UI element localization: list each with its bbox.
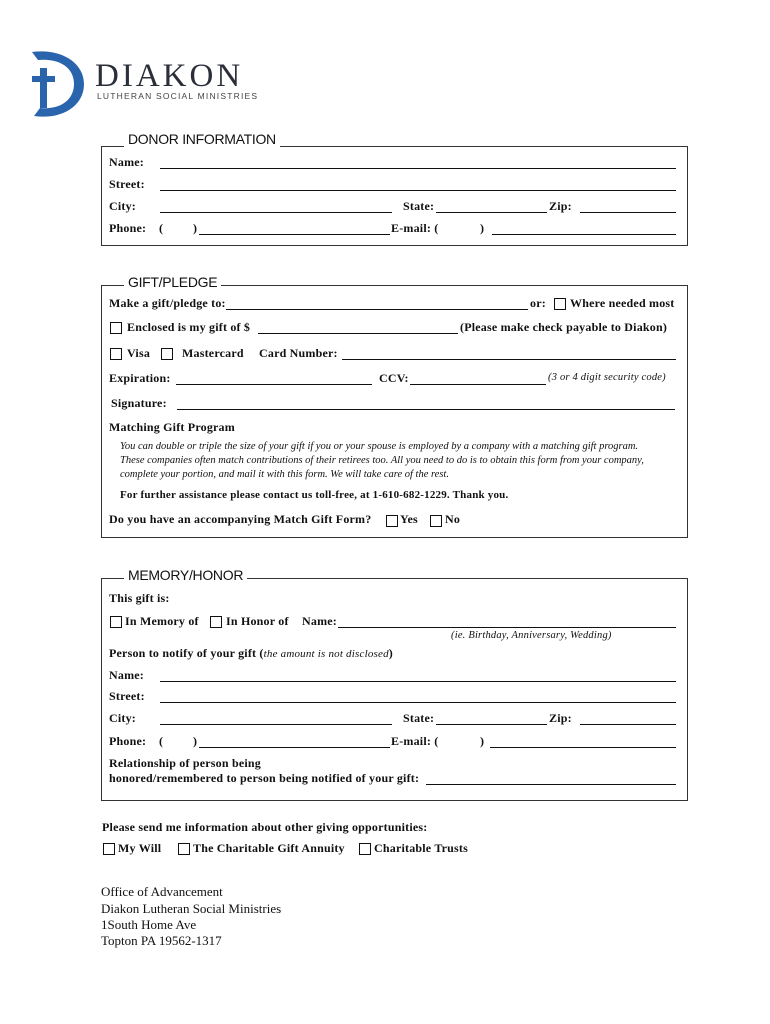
donor-name-label: Name: — [109, 155, 144, 169]
expiration-label: Expiration: — [109, 371, 171, 385]
donor-state-field[interactable] — [436, 198, 547, 213]
relationship-field[interactable] — [426, 770, 676, 785]
where-needed-label: Where needed most — [570, 296, 675, 310]
donor-phone-label: Phone: — [109, 221, 147, 235]
donor-email-label: E-mail: ( — [391, 221, 439, 235]
in-memory-label: In Memory of — [125, 614, 199, 628]
notify-city-label: City: — [109, 711, 136, 725]
notify-phone-label: Phone: — [109, 734, 147, 748]
notify-email-field[interactable] — [490, 733, 676, 748]
trusts-checkbox[interactable] — [359, 843, 371, 855]
donor-email-field[interactable] — [492, 220, 676, 235]
honoree-name-label: Name: — [302, 614, 337, 628]
donor-zip-field[interactable] — [580, 198, 676, 213]
annuity-label: The Charitable Gift Annuity — [193, 841, 345, 855]
annuity-checkbox[interactable] — [178, 843, 190, 855]
donor-name-field[interactable] — [160, 154, 676, 169]
footer-line-4: Topton PA 19562-1317 — [101, 933, 222, 948]
footer-line-3: 1South Home Ave — [101, 917, 197, 932]
donor-street-field[interactable] — [160, 176, 676, 191]
diakon-logo-icon — [26, 46, 86, 120]
donor-city-field[interactable] — [160, 198, 392, 213]
in-memory-checkbox[interactable] — [110, 616, 122, 628]
trusts-label: Charitable Trusts — [374, 841, 468, 855]
expiration-field[interactable] — [176, 370, 372, 385]
donor-street-label: Street: — [109, 177, 145, 191]
visa-checkbox[interactable] — [110, 348, 122, 360]
notify-zip-field[interactable] — [580, 710, 676, 725]
this-gift-label: This gift is: — [109, 591, 170, 605]
donor-section-title: DONOR INFORMATION — [124, 131, 280, 147]
match-no-label: No — [445, 512, 461, 526]
my-will-label: My Will — [118, 841, 162, 855]
assistance-text: For further assistance please contact us toll-free, at 1-610-682-1229. Thank you. — [120, 489, 509, 501]
memory-section-title: MEMORY/HONOR — [124, 567, 247, 583]
footer-line-2: Diakon Lutheran Social Ministries — [101, 901, 282, 916]
signature-field[interactable] — [177, 395, 675, 410]
donor-email-paren-close: ) — [480, 221, 485, 235]
matching-title: Matching Gift Program — [109, 420, 235, 434]
notify-zip-label: Zip: — [549, 711, 572, 725]
notify-name-label: Name: — [109, 668, 144, 682]
notify-italic: the amount is not disclosed — [263, 648, 389, 660]
notify-label — [109, 646, 393, 661]
org-name: DIAKON — [95, 58, 244, 94]
logo — [26, 46, 86, 120]
make-gift-label: Make a gift/pledge to: — [109, 296, 226, 310]
donor-city-label: City: — [109, 199, 136, 213]
mastercard-label: Mastercard — [182, 346, 244, 360]
donor-phone-paren-close: ) — [193, 221, 198, 235]
matching-text-1: You can double or triple the size of your gift if you or your spouse is employed by a company with a matching gift program. — [120, 441, 639, 452]
match-yes-checkbox[interactable] — [386, 515, 398, 527]
notify-city-field[interactable] — [160, 710, 392, 725]
notify-state-field[interactable] — [436, 710, 547, 725]
gift-amount-field[interactable] — [258, 319, 458, 334]
ccv-note: (3 or 4 digit security code) — [548, 372, 666, 383]
notify-email-label: E-mail: ( — [391, 734, 439, 748]
or-label: or: — [530, 296, 546, 310]
enclosed-checkbox[interactable] — [110, 322, 122, 334]
gift-section-title: GIFT/PLEDGE — [124, 274, 221, 290]
ccv-label: CCV: — [379, 371, 409, 385]
donor-zip-label: Zip: — [549, 199, 572, 213]
card-number-label: Card Number: — [259, 346, 338, 360]
make-gift-field[interactable] — [226, 295, 528, 310]
relationship-label-1: Relationship of person being — [109, 756, 261, 770]
notify-state-label: State: — [403, 711, 435, 725]
donor-phone-paren-open: ( — [159, 221, 164, 235]
payable-note: (Please make check payable to Diakon) — [460, 320, 668, 334]
donor-area-code-field[interactable] — [168, 220, 192, 234]
matching-text-2: These companies often match contributions of their retirees too. All you need to do is to obtain this form from your company, — [120, 455, 644, 466]
matching-text-3: complete your portion, and mail it with this form. We will take care of the rest. — [120, 469, 449, 480]
in-honor-checkbox[interactable] — [210, 616, 222, 628]
visa-label: Visa — [127, 346, 151, 360]
relationship-label-2: honored/remembered to person being notified of your gift: — [109, 771, 420, 785]
notify-street-field[interactable] — [160, 688, 676, 703]
honoree-name-hint: (ie. Birthday, Anniversary, Wedding) — [451, 630, 612, 641]
where-needed-checkbox[interactable] — [554, 298, 566, 310]
mastercard-checkbox[interactable] — [161, 348, 173, 360]
ccv-field[interactable] — [410, 370, 546, 385]
card-number-field[interactable] — [342, 345, 676, 360]
match-yes-label: Yes — [400, 512, 418, 526]
my-will-checkbox[interactable] — [103, 843, 115, 855]
in-honor-label: In Honor of — [226, 614, 289, 628]
donor-phone-field[interactable] — [199, 220, 390, 235]
notify-phone-field[interactable] — [199, 733, 390, 748]
signature-label: Signature: — [111, 396, 167, 410]
notify-close: ) — [388, 646, 393, 660]
footer-line-1: Office of Advancement — [101, 884, 223, 899]
match-question: Do you have an accompanying Match Gift Form? — [109, 512, 372, 526]
notify-name-field[interactable] — [160, 667, 676, 682]
notify-phone-paren-open: ( — [159, 734, 164, 748]
notify-phone-paren-close: ) — [193, 734, 198, 748]
match-no-checkbox[interactable] — [430, 515, 442, 527]
honoree-name-field[interactable] — [338, 613, 676, 628]
notify-text: Person to notify of your gift ( — [109, 646, 264, 660]
notify-street-label: Street: — [109, 689, 145, 703]
info-prompt: Please send me information about other giving opportunities: — [102, 820, 428, 834]
notify-email-paren-close: ) — [480, 734, 485, 748]
donor-state-label: State: — [403, 199, 435, 213]
org-tagline: LUTHERAN SOCIAL MINISTRIES — [97, 91, 259, 101]
enclosed-label: Enclosed is my gift of $ — [127, 320, 251, 334]
